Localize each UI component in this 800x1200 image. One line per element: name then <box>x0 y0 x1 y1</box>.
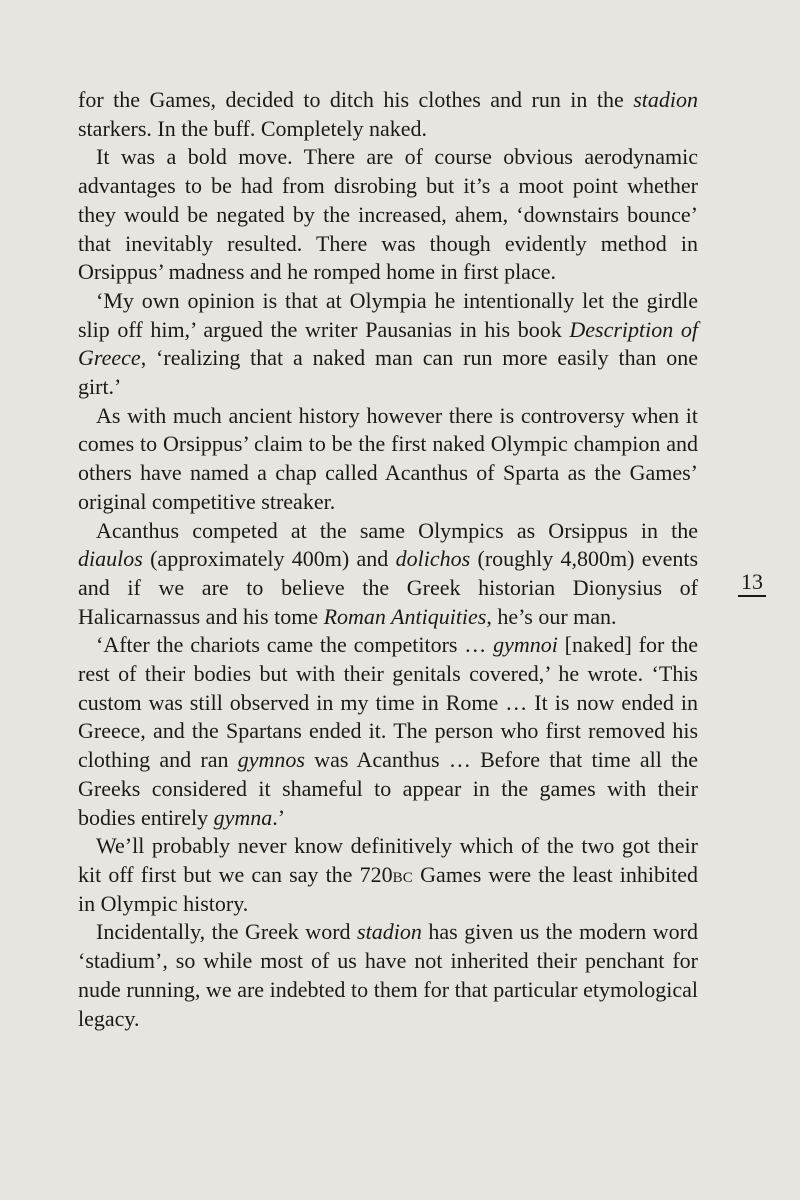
paragraph-8-run-2: stadion <box>357 919 422 945</box>
paragraph-6-run-3: [naked] for the rest of their bodies but with their genitals covered,’ he wrote. ‘This custom was still observed in my time in Rome … It is now ended in Greece, and the Spartans ended it. The person who first removed his clothing and ran <box>78 632 698 773</box>
paragraph-5-run-7: , he’s our man. <box>486 603 617 629</box>
paragraph-4-run-1: As with much ancient history however there is controversy when it comes to Orsippus’ claim to be the first naked Olympic champion and others have named a chap called Acanthus of Sparta as the Games’ original competitive streaker. <box>78 402 698 514</box>
paragraph-6-run-2: gymnoi <box>493 632 558 658</box>
paragraph-6-run-7: .’ <box>272 804 286 830</box>
paragraph-6 <box>78 631 698 832</box>
paragraph-4 <box>78 402 698 517</box>
paragraph-7 <box>78 832 698 918</box>
paragraph-3-run-3: , ‘realizing that a naked man can run more easily than one girt.’ <box>78 345 698 400</box>
paragraph-8-run-3: has given us the modern word ‘stadium’, so while most of us have not inherited their penchant for nude running, we are indebted to them for that particular etymological legacy. <box>78 919 698 1031</box>
paragraph-5-run-6: Roman Antiquities <box>323 603 487 629</box>
paragraph-3-run-1: ‘My own opinion is that at Olympia he intentionally let the girdle slip off him,’ argued the writer Pausanias in his book <box>78 287 698 342</box>
paragraph-5-run-5: (roughly 4,800m) events and if we are to believe the Greek historian Dionysius of Halicarnassus and his tome <box>78 546 699 629</box>
paragraph-5-run-4: dolichos <box>395 546 471 572</box>
paragraph-1 <box>78 86 698 143</box>
paragraph-5-run-1: Acanthus competed at the same Olympics as Orsippus in the <box>96 517 698 543</box>
paragraph-1-run-3: starkers. In the buff. Completely naked. <box>78 115 428 141</box>
paragraph-1-run-2: stadion <box>633 87 698 112</box>
paragraph-7-run-1: We’ll probably never know definitively which of the two got their kit off first but we can say the 720 <box>78 833 698 887</box>
paragraph-8 <box>78 918 698 1033</box>
paragraph-2-run-1: It was a bold move. There are of course obvious aerodynamic advantages to be had from disrobing but it’s a moot point whether they would be negated by the increased, ahem, ‘downstairs bounce’ that inevitably resulted. There was though evidently method in Orsippus’ madness and he romped home in first place. <box>78 144 698 285</box>
paragraph-1-run-1: for the Games, decided to ditch his clothes and run in the <box>78 87 634 112</box>
page-number: 13 <box>738 570 766 597</box>
paragraph-2 <box>78 143 698 287</box>
paragraph-6-run-4: gymnos <box>237 747 305 773</box>
paragraph-7-run-3: Games were the least inhibited in Olympic history. <box>78 861 698 916</box>
paragraph-8-run-1: Incidentally, the Greek word <box>96 919 358 945</box>
paragraph-6-run-1: ‘After the chariots came the competitors … <box>96 632 494 658</box>
paragraph-3 <box>78 287 698 402</box>
paragraph-7-run-2: bc <box>392 861 414 887</box>
body-text <box>78 86 698 1033</box>
paragraph-6-run-5: was Acanthus … Before that time all the Greeks considered it shameful to appear in the games with their bodies entirely <box>78 747 698 830</box>
paragraph-5-run-2: diaulos <box>78 546 143 572</box>
paragraph-3-run-2: Description of Greece <box>78 316 698 371</box>
paragraph-5-run-3: (approximately 400m) and <box>142 546 396 572</box>
paragraph-6-run-6: gymna <box>213 804 273 830</box>
paragraph-5 <box>78 517 698 632</box>
